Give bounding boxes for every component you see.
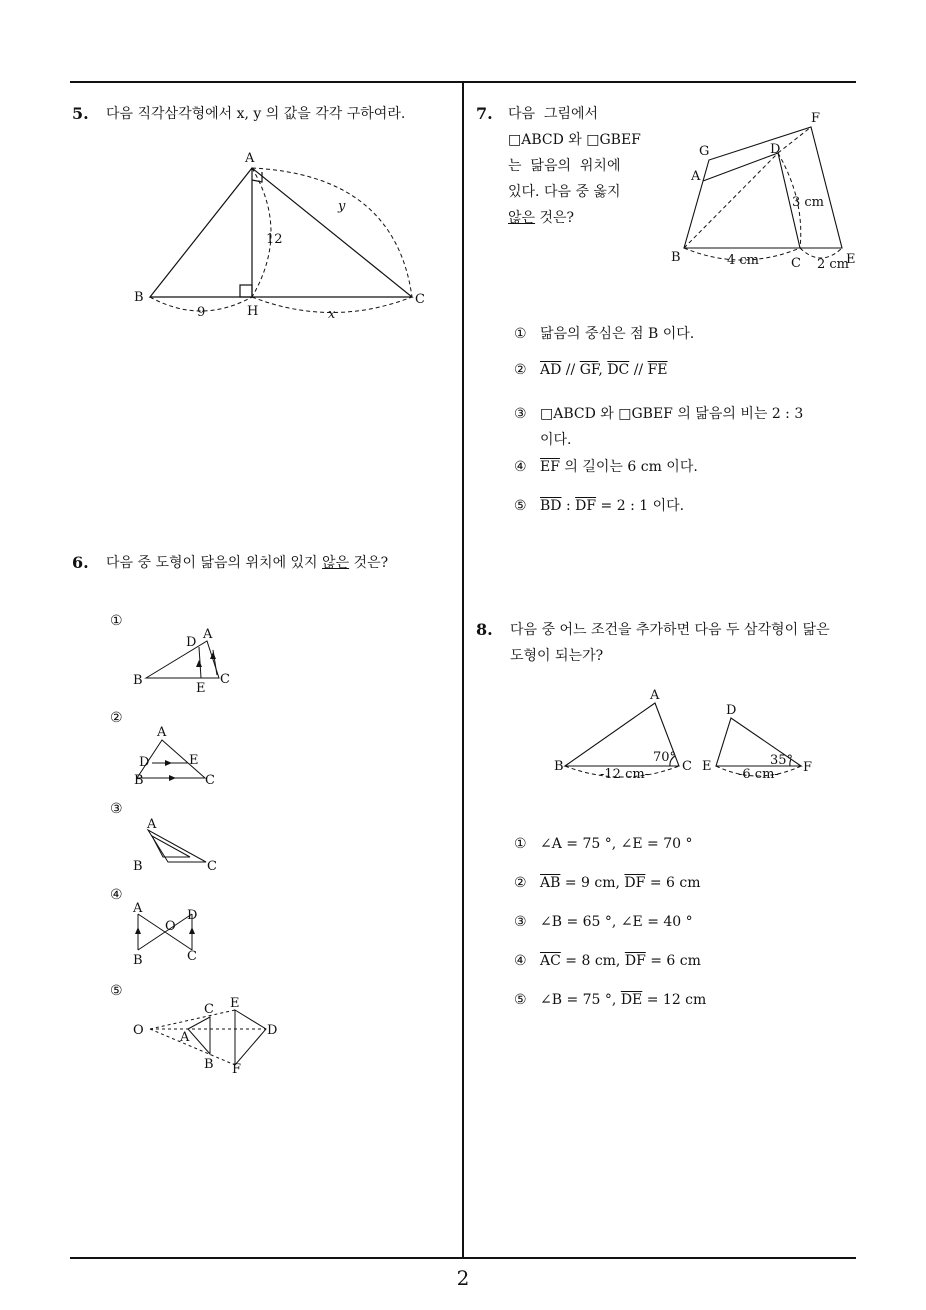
- q5-label-bh: 9: [197, 305, 206, 320]
- q8-c2-r: = 6 cm: [645, 875, 701, 891]
- q7-c4-ef: $\overline{EF}$: [540, 459, 560, 475]
- q7-line-2: □ABCD 와 □GBEF: [508, 132, 641, 148]
- q8-line-1: 다음 중 어느 조건을 추가하면 다음 두 삼각형이 닮은: [510, 622, 830, 638]
- q7-c5-bd: $\overline{BD}$: [540, 498, 562, 514]
- q8-c5-mark: ⑤: [514, 992, 527, 1008]
- f1-A: A: [203, 627, 213, 642]
- q8-choice-2[interactable]: [514, 875, 700, 891]
- q5-label-ah: 12: [266, 232, 283, 247]
- q7-c3-mark: ③: [514, 406, 527, 422]
- q8-bc: -12 cm-: [600, 767, 650, 782]
- q8-c4-df: $\overline{DF}$: [624, 953, 646, 969]
- q5-number: 5.: [72, 104, 89, 123]
- f5-D: D: [267, 1023, 278, 1038]
- q7-c2-ad: $\overline{AD}$: [540, 362, 562, 378]
- q8-c4-m: = 8 cm,: [560, 953, 625, 969]
- f4-B: B: [133, 953, 143, 968]
- q8-c3-mark: ③: [514, 914, 527, 930]
- q8-choice-4[interactable]: [514, 953, 701, 969]
- q8-B: B: [554, 759, 564, 774]
- q8-c5-r: = 12 cm: [642, 992, 707, 1008]
- q7-E: E: [846, 252, 856, 267]
- q8-choice-3[interactable]: [514, 914, 693, 930]
- q7-number: 7.: [476, 104, 493, 123]
- q6-choice-3-mark[interactable]: ③: [110, 801, 123, 817]
- f5-B: B: [204, 1057, 214, 1072]
- q8-c4-mark: ④: [514, 953, 527, 969]
- q7-G: G: [699, 144, 710, 159]
- q6-choice-1-mark[interactable]: ①: [110, 613, 123, 629]
- q8-angleC: 70°: [653, 750, 677, 765]
- f3-C: C: [207, 859, 217, 874]
- q7-bc: 4 cm: [727, 253, 760, 268]
- f5-F: F: [232, 1062, 242, 1077]
- q8-c1-mark: ①: [514, 836, 527, 852]
- q8-choice-5[interactable]: [514, 992, 706, 1008]
- q6-number: 6.: [72, 553, 89, 572]
- f2-D: D: [139, 755, 150, 770]
- q7-c3-text: □ABCD 와 □GBEF 의 닮음의 비는 2 : 3: [540, 406, 804, 422]
- q8-c2-mark: ②: [514, 875, 527, 891]
- f4-C: C: [187, 949, 197, 964]
- q7-c2-comma: ,: [598, 362, 608, 378]
- q7-c4-rest: 의 길이는 6 cm 이다.: [559, 459, 698, 475]
- q8-ef: -6 cm-: [738, 767, 779, 782]
- f2-A: A: [157, 725, 167, 740]
- q8-c3-text: ∠B = 65 °, ∠E = 40 °: [540, 914, 693, 930]
- q7-c5-df: $\overline{DF}$: [575, 498, 597, 514]
- q7-A: A: [691, 169, 701, 184]
- q7-c5-mid: :: [561, 498, 576, 514]
- q7-line-3: 는 닮음의 위치에: [508, 158, 621, 174]
- q5-label-ac: y: [338, 199, 346, 214]
- q8-c5-text: ∠B = 75 °,: [540, 992, 621, 1008]
- q5-label-hc: x: [328, 307, 336, 322]
- f4-A: A: [133, 901, 143, 916]
- q6-text-underlined: 않은: [322, 555, 350, 571]
- f1-E: E: [196, 681, 206, 696]
- q6-choice-4-mark[interactable]: ④: [110, 887, 123, 903]
- q6-choice-2-mark[interactable]: ②: [110, 710, 123, 726]
- q8-number: 8.: [476, 620, 493, 639]
- q8-choice-1[interactable]: [514, 836, 692, 852]
- q7-c2-gf: $\overline{GF}$: [579, 362, 599, 378]
- q7-c5-mark: ⑤: [514, 498, 527, 514]
- q7-c1-mark: ①: [514, 326, 527, 342]
- q5-label-C: C: [415, 292, 425, 307]
- q6-choice-5-mark[interactable]: ⑤: [110, 983, 123, 999]
- q8-D: D: [726, 703, 737, 718]
- q8-c2-df: $\overline{DF}$: [624, 875, 646, 891]
- q7-underlined: 않은: [508, 210, 536, 226]
- f5-O: O: [133, 1023, 144, 1038]
- f2-E: E: [189, 753, 199, 768]
- q8-c4-ac: $\overline{AC}$: [540, 953, 561, 969]
- q6-text-after: 것은?: [349, 555, 389, 571]
- q8-F: F: [803, 760, 813, 775]
- q5-label-H: H: [247, 304, 259, 319]
- q7-c1-text: 닮음의 중심은 점 B 이다.: [540, 326, 695, 342]
- q5-label-B: B: [134, 290, 144, 305]
- q7-c2-par1: //: [561, 362, 580, 378]
- f2-C: C: [205, 773, 215, 788]
- f3-B: B: [133, 859, 143, 874]
- q7-c2-mark: ②: [514, 362, 527, 378]
- q7-B: B: [671, 250, 681, 265]
- q7-ce: 2 cm: [817, 257, 850, 272]
- f4-D: D: [187, 908, 198, 923]
- f1-D: D: [186, 635, 197, 650]
- q7-c5-rest: = 2 : 1 이다.: [596, 498, 685, 514]
- q7-F: F: [811, 111, 821, 126]
- q7-line-1: 다음 그림에서: [508, 106, 599, 122]
- q7-c2-fe: $\overline{FE}$: [647, 362, 668, 378]
- f5-E: E: [230, 996, 240, 1011]
- f1-C: C: [220, 672, 230, 687]
- q5-label-A: A: [245, 151, 255, 166]
- q7-c3-text2: 이다.: [540, 432, 572, 448]
- q7-c4-mark: ④: [514, 459, 527, 475]
- q8-c1-text: ∠A = 75 °, ∠E = 70 °: [540, 836, 693, 852]
- q7-c2-par2: //: [629, 362, 648, 378]
- q8-c2-m: = 9 cm,: [560, 875, 625, 891]
- f2-B: B: [134, 773, 144, 788]
- q7-c2-dc: $\overline{DC}$: [607, 362, 630, 378]
- q7-C: C: [791, 256, 801, 271]
- q8-C: C: [682, 759, 692, 774]
- q8-c5-de: $\overline{DE}$: [620, 992, 643, 1008]
- f3-A: A: [147, 817, 157, 832]
- q8-line-2: 도형이 되는가?: [510, 648, 604, 664]
- q8-c2-ab: $\overline{AB}$: [540, 875, 561, 891]
- q7-dc: 3 cm: [792, 195, 825, 210]
- q8-A: A: [650, 688, 660, 703]
- f1-B: B: [133, 673, 143, 688]
- f5-C: C: [204, 1002, 214, 1017]
- q7-line-4: 있다. 다음 중 옳지: [508, 184, 621, 200]
- q6-text-before: 다음 중 도형이 닮음의 위치에 있지: [106, 555, 323, 571]
- q8-angleF: 35°: [770, 753, 794, 768]
- q8-E: E: [702, 759, 712, 774]
- q7-D: D: [770, 142, 781, 157]
- q7-after: 것은?: [535, 210, 575, 226]
- page-number: 2: [456, 1266, 470, 1290]
- f4-O: O: [165, 919, 176, 934]
- f5-A: A: [180, 1030, 190, 1045]
- q5-text: 다음 직각삼각형에서 x, y 의 값을 각각 구하여라.: [106, 106, 406, 122]
- q8-c4-r: = 6 cm: [645, 953, 701, 969]
